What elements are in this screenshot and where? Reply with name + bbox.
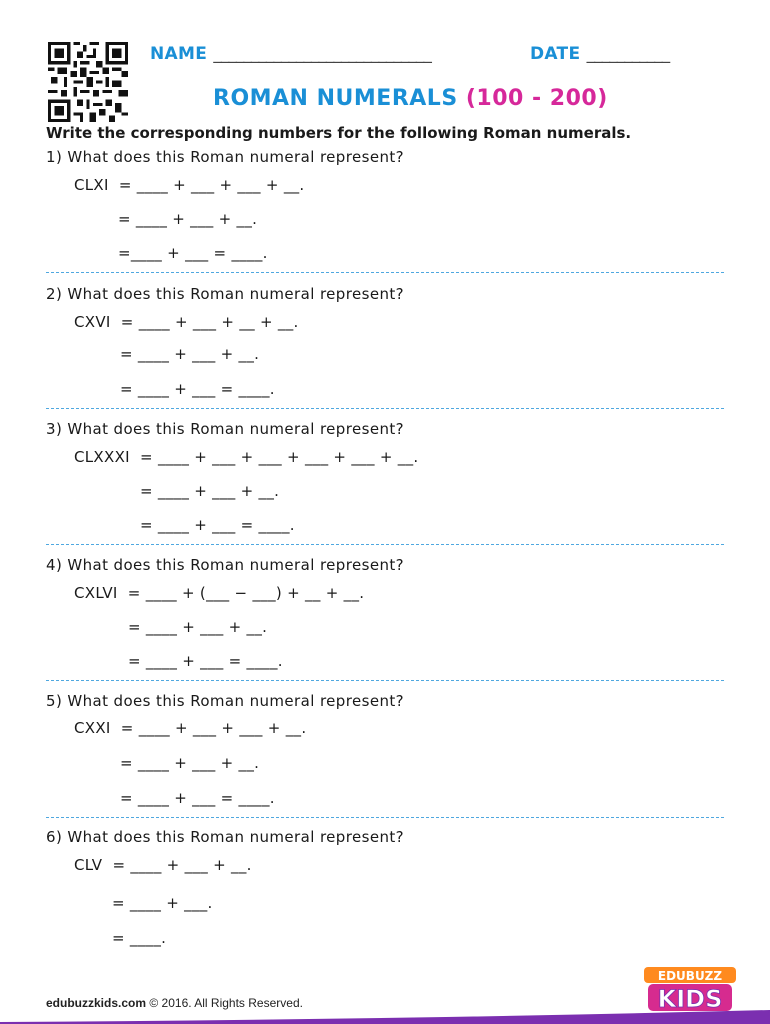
- title-main: ROMAN NUMERALS: [213, 86, 458, 111]
- answer-line[interactable]: = ____ + ___ + __.: [120, 754, 260, 772]
- divider: [46, 817, 724, 818]
- question-prompt: 5) What does this Roman numeral represent?: [46, 692, 404, 710]
- answer-line[interactable]: =____ + ___ = ____.: [118, 244, 268, 262]
- answer-line[interactable]: = ____ + ___.: [112, 894, 213, 912]
- footer-rights: 2016. All Rights Reserved.: [161, 996, 303, 1010]
- date-field[interactable]: [530, 44, 669, 64]
- name-blank[interactable]: _____________________________: [213, 44, 431, 64]
- answer-line[interactable]: CXVI = ____ + ___ + __ + __.: [74, 313, 299, 331]
- copyright-icon: ©: [149, 996, 159, 1010]
- qr-code: [48, 42, 128, 122]
- question-prompt: 3) What does this Roman numeral represent?: [46, 420, 404, 438]
- date-label: DATE: [530, 44, 581, 64]
- date-blank[interactable]: ___________: [586, 44, 670, 64]
- question-prompt: 4) What does this Roman numeral represent?: [46, 556, 404, 574]
- question-prompt: 1) What does this Roman numeral represent?: [46, 148, 404, 166]
- question-prompt: 6) What does this Roman numeral represent?: [46, 828, 404, 846]
- logo-top-text: EDUBUZZ: [657, 969, 723, 983]
- logo-bottom-text: KIDS: [657, 985, 723, 1012]
- answer-line[interactable]: = ____ + ___ = ____.: [128, 652, 283, 670]
- divider: [46, 272, 724, 273]
- name-field[interactable]: [150, 44, 431, 64]
- answer-line[interactable]: CLXXXI = ____ + ___ + ___ + ___ + ___ + __.: [74, 448, 419, 466]
- answer-line[interactable]: = ____ + ___ + __.: [128, 618, 268, 636]
- title-range: (100 - 200): [465, 86, 608, 111]
- worksheet-title: [213, 86, 608, 111]
- question-prompt: 2) What does this Roman numeral represent?: [46, 285, 404, 303]
- answer-line[interactable]: = ____.: [112, 929, 167, 947]
- answer-line[interactable]: CLV = ____ + ___ + __.: [74, 856, 252, 874]
- answer-line[interactable]: = ____ + ___ + __.: [140, 482, 280, 500]
- answer-line[interactable]: CLXI = ____ + ___ + ___ + __.: [74, 176, 305, 194]
- answer-line[interactable]: CXLVI = ____ + (___ − ___) + __ + __.: [74, 584, 365, 602]
- answer-line[interactable]: CXXI = ____ + ___ + ___ + __.: [74, 719, 307, 737]
- answer-line[interactable]: = ____ + ___ = ____.: [120, 789, 275, 807]
- footer-site-link[interactable]: edubuzzkids.com: [46, 996, 147, 1010]
- footer-copyright: [46, 996, 303, 1010]
- divider: [46, 680, 724, 681]
- divider: [46, 544, 724, 545]
- edubuzz-kids-logo: [642, 966, 738, 1012]
- answer-line[interactable]: = ____ + ___ = ____.: [140, 516, 295, 534]
- divider: [46, 408, 724, 409]
- footer-wave: [0, 1010, 770, 1024]
- instructions: Write the corresponding numbers for the following Roman numerals.: [46, 124, 632, 142]
- name-label: NAME: [150, 44, 208, 64]
- answer-line[interactable]: = ____ + ___ + __.: [120, 345, 260, 363]
- answer-line[interactable]: = ____ + ___ = ____.: [120, 380, 275, 398]
- answer-line[interactable]: = ____ + ___ + __.: [118, 210, 258, 228]
